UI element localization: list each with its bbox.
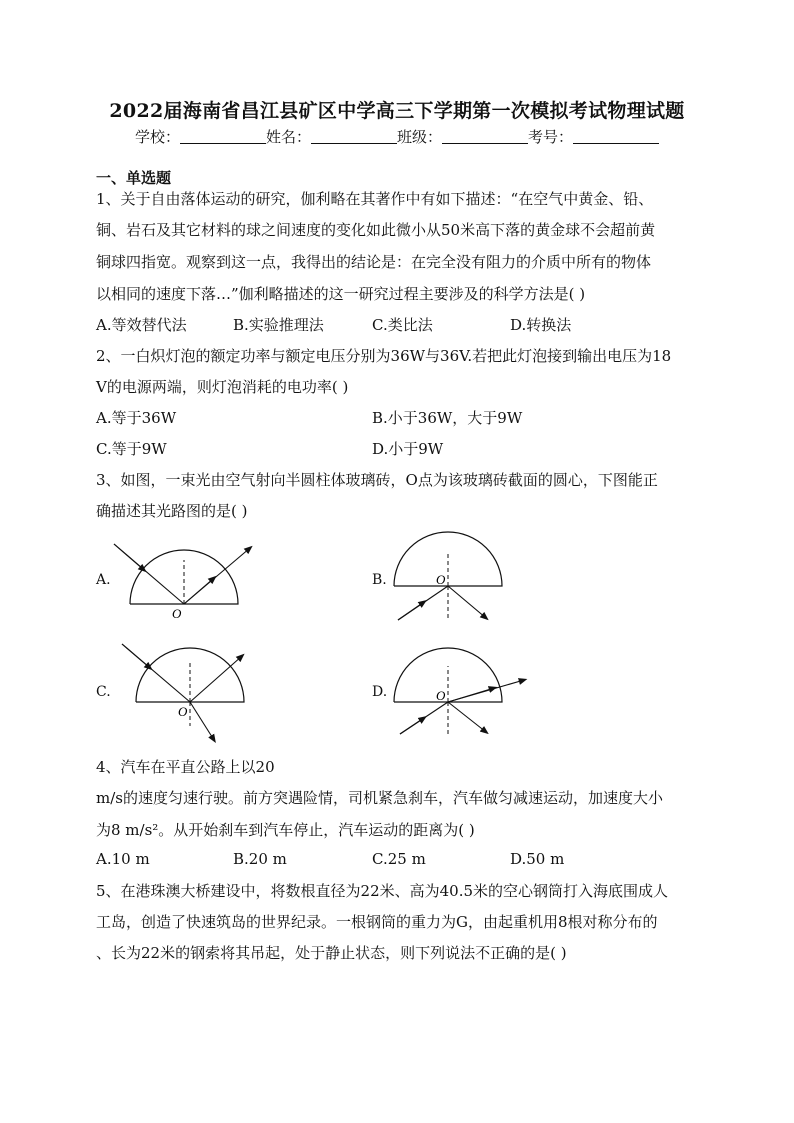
figure-c-label[interactable]: C.	[96, 684, 111, 700]
q4-option-b[interactable]: B.20 m	[233, 850, 287, 868]
figure-b-diagram	[386, 534, 516, 634]
figure-b-center-label: O	[436, 572, 446, 587]
name-field[interactable]	[311, 129, 397, 144]
q4-option-a[interactable]: A.10 m	[96, 850, 150, 868]
q2-option-b[interactable]: B.小于36W，大于9W	[372, 409, 523, 427]
q3-line-2: 确描述其光路图的是( )	[96, 502, 248, 520]
figure-d-center-label: O	[436, 688, 446, 703]
school-field[interactable]	[180, 129, 266, 144]
exam-title: 2022届海南省昌江县矿区中学高三下学期第一次模拟考试物理试题	[109, 100, 685, 122]
q4-option-d[interactable]: D.50 m	[510, 850, 565, 868]
q4-line-3: 为8 m/s²。从开始刹车到汽车停止，汽车运动的距离为( )	[96, 821, 475, 839]
exam-no-field[interactable]	[573, 129, 659, 144]
q1-option-d[interactable]: D.转换法	[510, 316, 572, 334]
figure-a-diagram	[110, 536, 260, 626]
q4-line-2: m/s的速度匀速行驶。前方突遇险情，司机紧急刹车，汽车做匀减速运动，加速度大小	[96, 789, 663, 807]
q1-option-b[interactable]: B.实验推理法	[233, 316, 324, 334]
figure-c-center-label: O	[178, 704, 188, 719]
figure-d-label[interactable]: D.	[372, 684, 388, 700]
figure-a-label[interactable]: A.	[96, 572, 111, 588]
class-label: 班级：	[397, 128, 443, 146]
q2-option-c[interactable]: C.等于9W	[96, 440, 167, 458]
q5-line-3: 、长为22米的钢索将其吊起，处于静止状态，则下列说法不正确的是( )	[96, 944, 567, 962]
q2-line-1: 2、一白炽灯泡的额定功率与额定电压分别为36W与36V.若把此灯泡接到输出电压为18	[96, 347, 672, 365]
q3-line-1: 3、如图，一束光由空气射向半圆柱体玻璃砖，O点为该玻璃砖截面的圆心，下图能正	[96, 471, 658, 489]
exam-no-label: 考号：	[528, 128, 574, 146]
figure-c-diagram	[116, 640, 266, 745]
figure-a-center-label: O	[172, 606, 182, 621]
q2-option-a[interactable]: A.等于36W	[96, 409, 177, 427]
school-label: 学校：	[134, 128, 180, 146]
q4-option-c[interactable]: C.25 m	[372, 850, 426, 868]
q2-option-d[interactable]: D.小于9W	[372, 440, 444, 458]
q5-line-1: 5、在港珠澳大桥建设中，将数根直径为22米、高为40.5米的空心钢筒打入海底围成人	[96, 882, 669, 900]
section-heading: 一、单选题	[96, 169, 172, 187]
student-info-row	[0, 126, 794, 147]
figure-b-label[interactable]: B.	[372, 572, 387, 588]
name-label: 姓名：	[265, 128, 311, 146]
class-field[interactable]	[442, 129, 528, 144]
q5-line-2: 工岛，创造了快速筑岛的世界纪录。一根钢筒的重力为G，由起重机用8根对称分布的	[96, 913, 658, 931]
q1-line-3: 铜球四指宽。观察到这一点，我得出的结论是：在完全没有阻力的介质中所有的物体	[96, 253, 652, 271]
q4-line-1: 4、汽车在平直公路上以20	[96, 758, 275, 776]
q1-option-c[interactable]: C.类比法	[372, 316, 433, 334]
q1-line-4: 以相同的速度下落…”伽利略描述的这一研究过程主要涉及的科学方法是( )	[96, 285, 586, 303]
figure-d-diagram	[386, 648, 536, 748]
q2-line-2: V的电源两端，则灯泡消耗的电功率( )	[96, 378, 349, 396]
q1-line-2: 铜、岩石及其它材料的球之间速度的变化如此微小从50米高下落的黄金球不会超前黄	[96, 221, 656, 239]
q1-line-1: 1、关于自由落体运动的研究，伽利略在其著作中有如下描述：“在空气中黄金、铅、	[96, 190, 654, 208]
q1-option-a[interactable]: A.等效替代法	[96, 316, 187, 334]
